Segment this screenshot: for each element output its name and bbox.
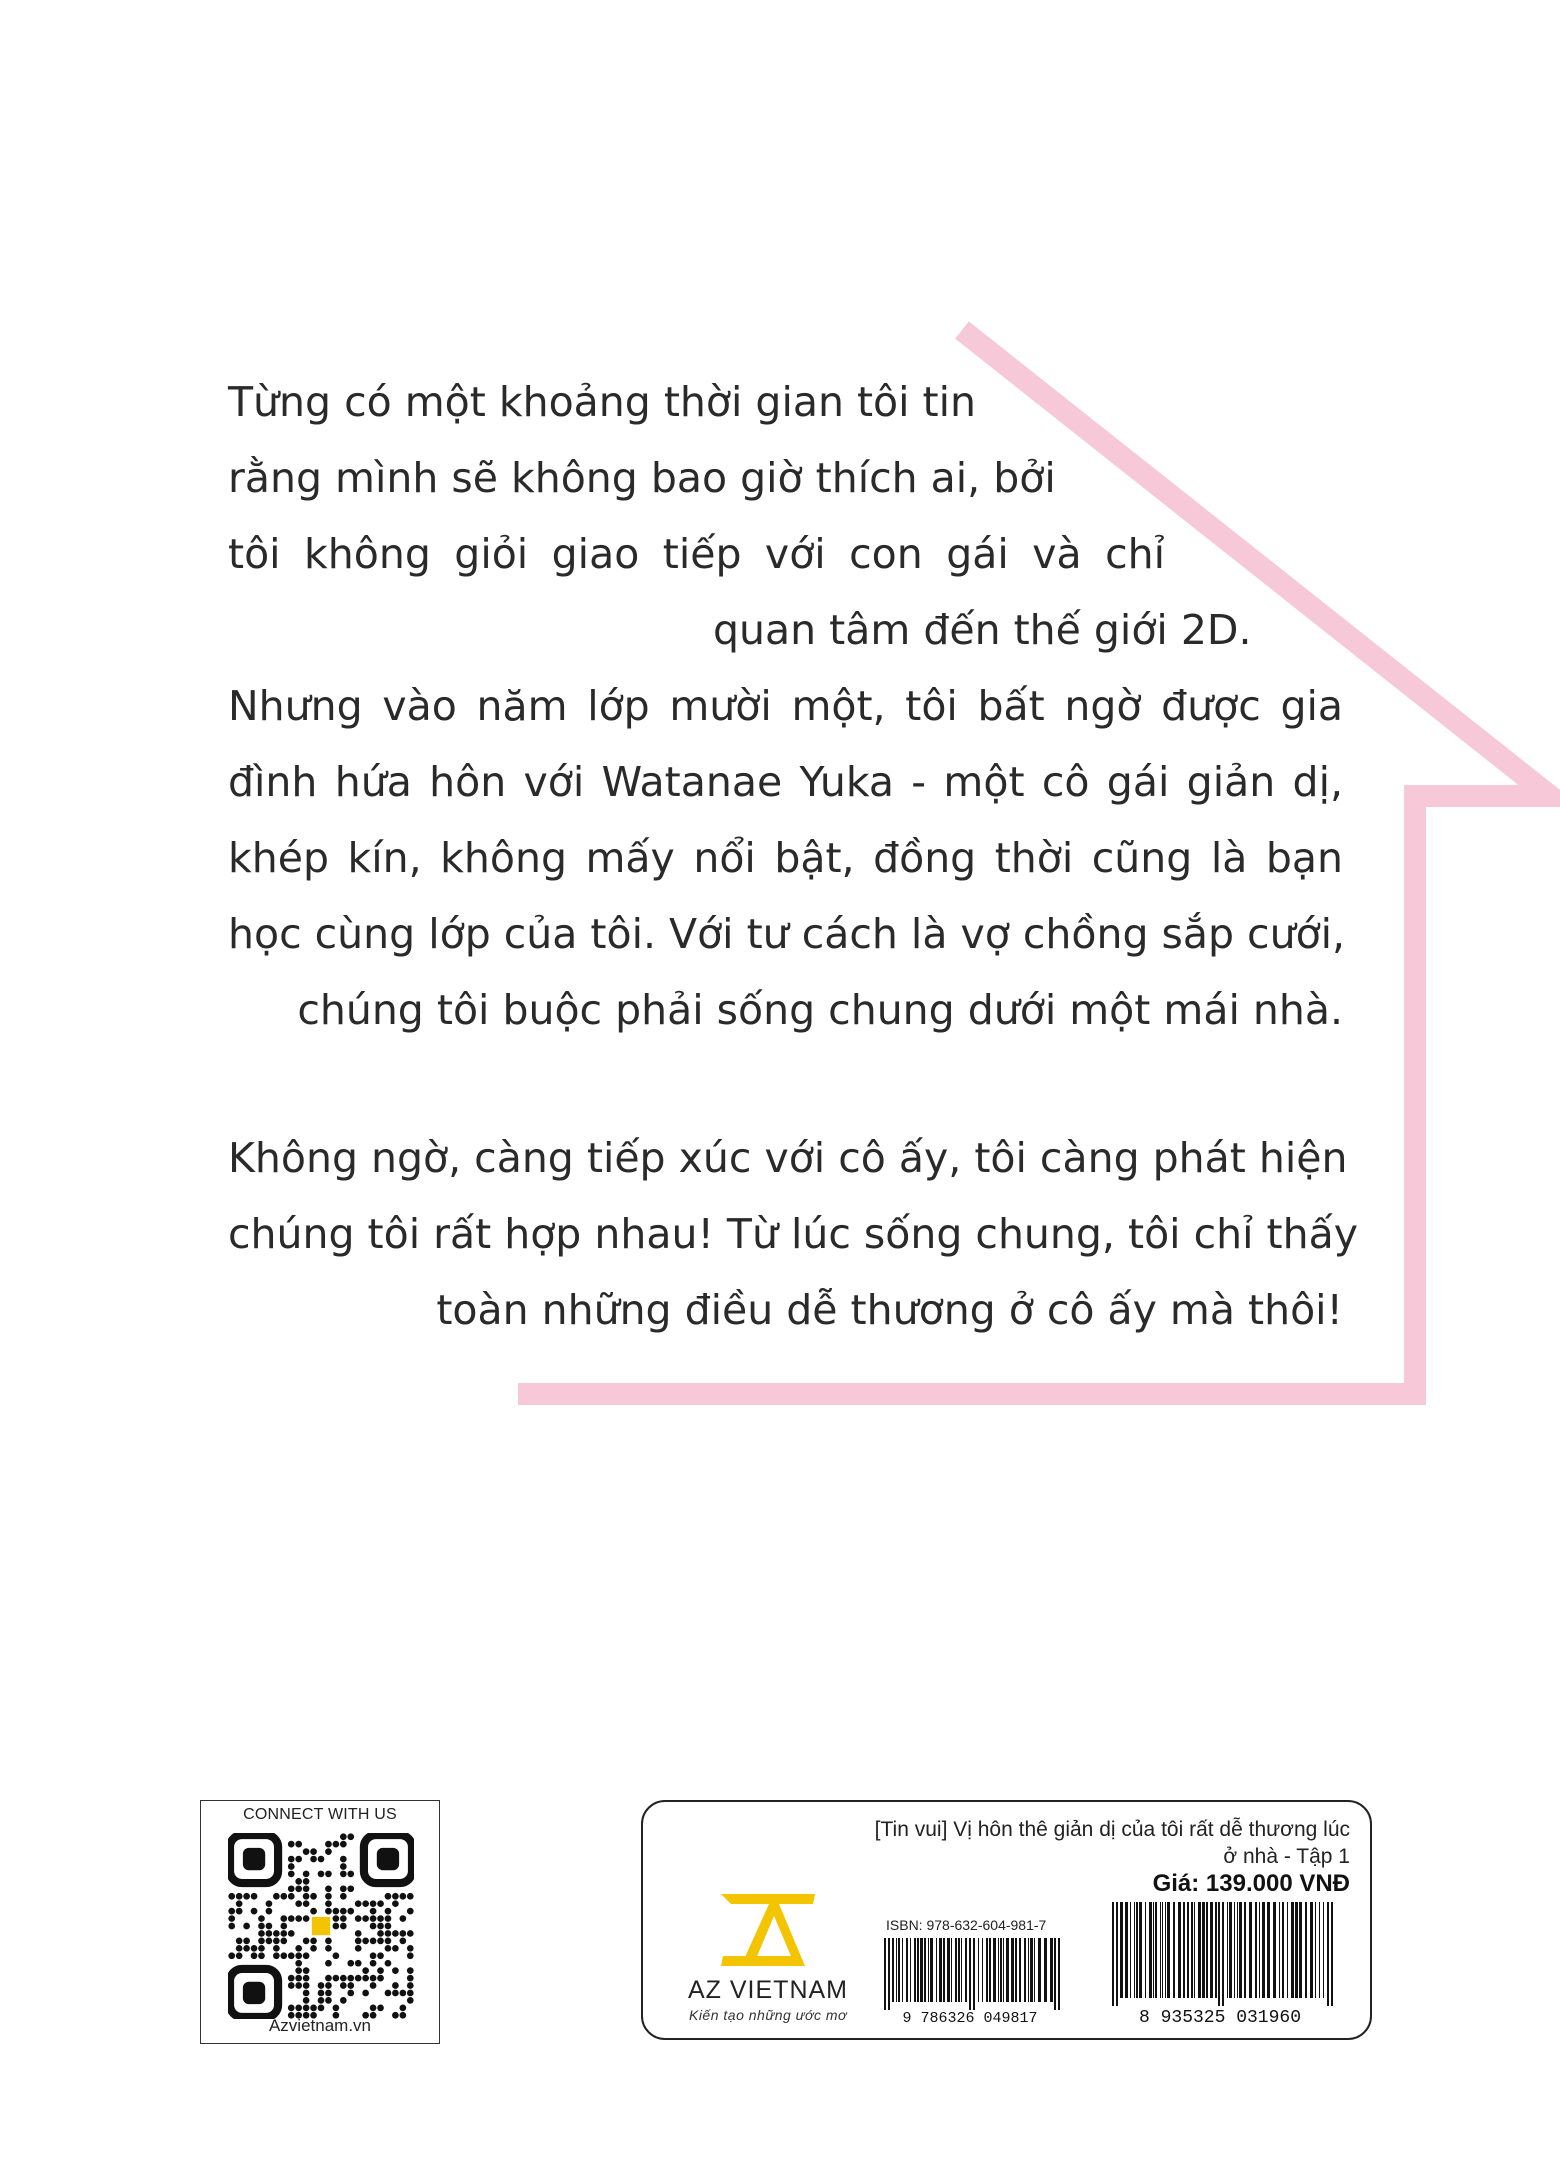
- isbn-barcode: [870, 1938, 1070, 2024]
- ean-barcode: [1098, 1902, 1343, 2024]
- isbn-label: ISBN: 978-632-604-981-7: [886, 1917, 1047, 1933]
- qr-card: [200, 1800, 440, 2044]
- book-title: [Tin vui] Vị hôn thê giản dị của tôi rất dễ thương lúc ở nhà - Tập 1: [874, 1818, 1350, 1868]
- az-logo-icon: [713, 1890, 823, 1970]
- book-price: Giá: 139.000 VNĐ: [1152, 1870, 1350, 1897]
- qr-code-icon[interactable]: [228, 1833, 414, 2019]
- ean-barcode-bars: [1112, 1902, 1333, 2006]
- blurb-line: quan tâm đến thế giới 2D.: [713, 606, 1252, 654]
- isbn-barcode-digits: 9 786326 049817: [902, 2010, 1038, 2024]
- blurb-line: đình hứa hôn với Watanae Yuka - một cô gái giản dị,: [228, 758, 1343, 806]
- blurb-line: rằng mình sẽ không bao giờ thích ai, bởi: [228, 454, 1056, 502]
- publisher-slogan: Kiến tạo những ước mơ: [688, 2007, 848, 2023]
- blurb-line: toàn những điều dễ thương ở cô ấy mà thôi!: [436, 1286, 1343, 1334]
- blurb-line: chúng tôi buộc phải sống chung dưới một mái nhà.: [297, 986, 1343, 1034]
- ean-barcode-digits: 8 935325 031960: [1138, 2008, 1302, 2024]
- qr-card-url: Azvietnam.vn: [268, 2016, 372, 2035]
- blurb-line: chúng tôi rất hợp nhau! Từ lúc sống chung, tôi chỉ thấy: [228, 1210, 1358, 1258]
- blurb-line: Từng có một khoảng thời gian tôi tin: [228, 378, 977, 426]
- blurb-line: khép kín, không mấy nổi bật, đồng thời cũng là bạn: [228, 834, 1343, 882]
- blurb-line: học cùng lớp của tôi. Với tư cách là vợ chồng sắp cưới,: [228, 910, 1346, 958]
- isbn-barcode-bars: [884, 1938, 1060, 2010]
- qr-card-title: CONNECT WITH US: [243, 1806, 397, 1823]
- barcode-panel: [641, 1800, 1372, 2040]
- blurb-line: tôi không giỏi giao tiếp với con gái và chỉ: [228, 530, 1165, 578]
- publisher-name: AZ VIETNAM: [687, 1976, 848, 2004]
- blurb-line: Nhưng vào năm lớp mười một, tôi bất ngờ được gia: [228, 682, 1343, 730]
- blurb-line: Không ngờ, càng tiếp xúc với cô ấy, tôi càng phát hiện: [228, 1134, 1348, 1182]
